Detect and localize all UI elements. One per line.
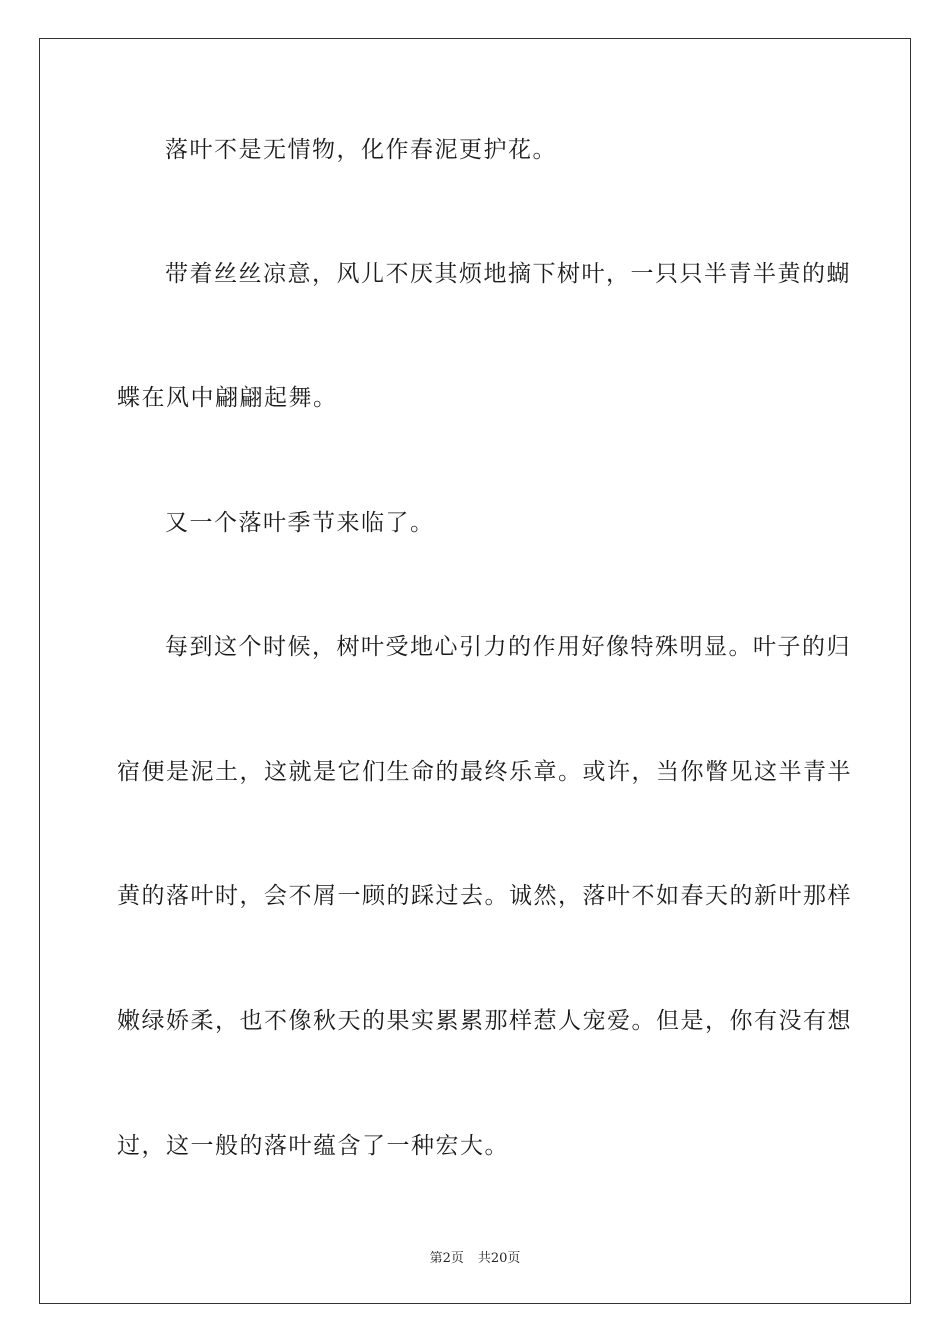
paragraph-4-line-1: 每到这个时候，树叶受地心引力的作用好像特殊明显。叶子的归 bbox=[165, 634, 851, 660]
paragraph-4-line-5: 过，这一般的落叶蕴含了一种宏大。 bbox=[117, 1133, 509, 1159]
page-footer bbox=[0, 1247, 950, 1266]
paragraph-2-line-1: 带着丝丝凉意，风儿不厌其烦地摘下树叶，一只只半青半黄的蝴 bbox=[165, 261, 851, 287]
paragraph-1-line-1: 落叶不是无情物，化作春泥更护花。 bbox=[165, 137, 557, 163]
paragraph-3-line-1: 又一个落叶季节来临了。 bbox=[165, 510, 435, 536]
paragraph-4-line-4: 嫩绿娇柔，也不像秋天的果实累累那样惹人宠爱。但是，你有没有想 bbox=[117, 1008, 852, 1034]
paragraph-4-line-2: 宿便是泥土，这就是它们生命的最终乐章。或许，当你瞥见这半青半 bbox=[117, 759, 852, 785]
page-total: 共20页 bbox=[477, 1251, 521, 1266]
page-border bbox=[39, 38, 911, 1304]
paragraph-4-line-3: 黄的落叶时，会不屑一顾的踩过去。诚然，落叶不如春天的新叶那样 bbox=[117, 883, 852, 909]
page-number: 第2页 bbox=[429, 1251, 464, 1266]
paragraph-2-line-2: 蝶在风中翩翩起舞。 bbox=[117, 385, 338, 411]
